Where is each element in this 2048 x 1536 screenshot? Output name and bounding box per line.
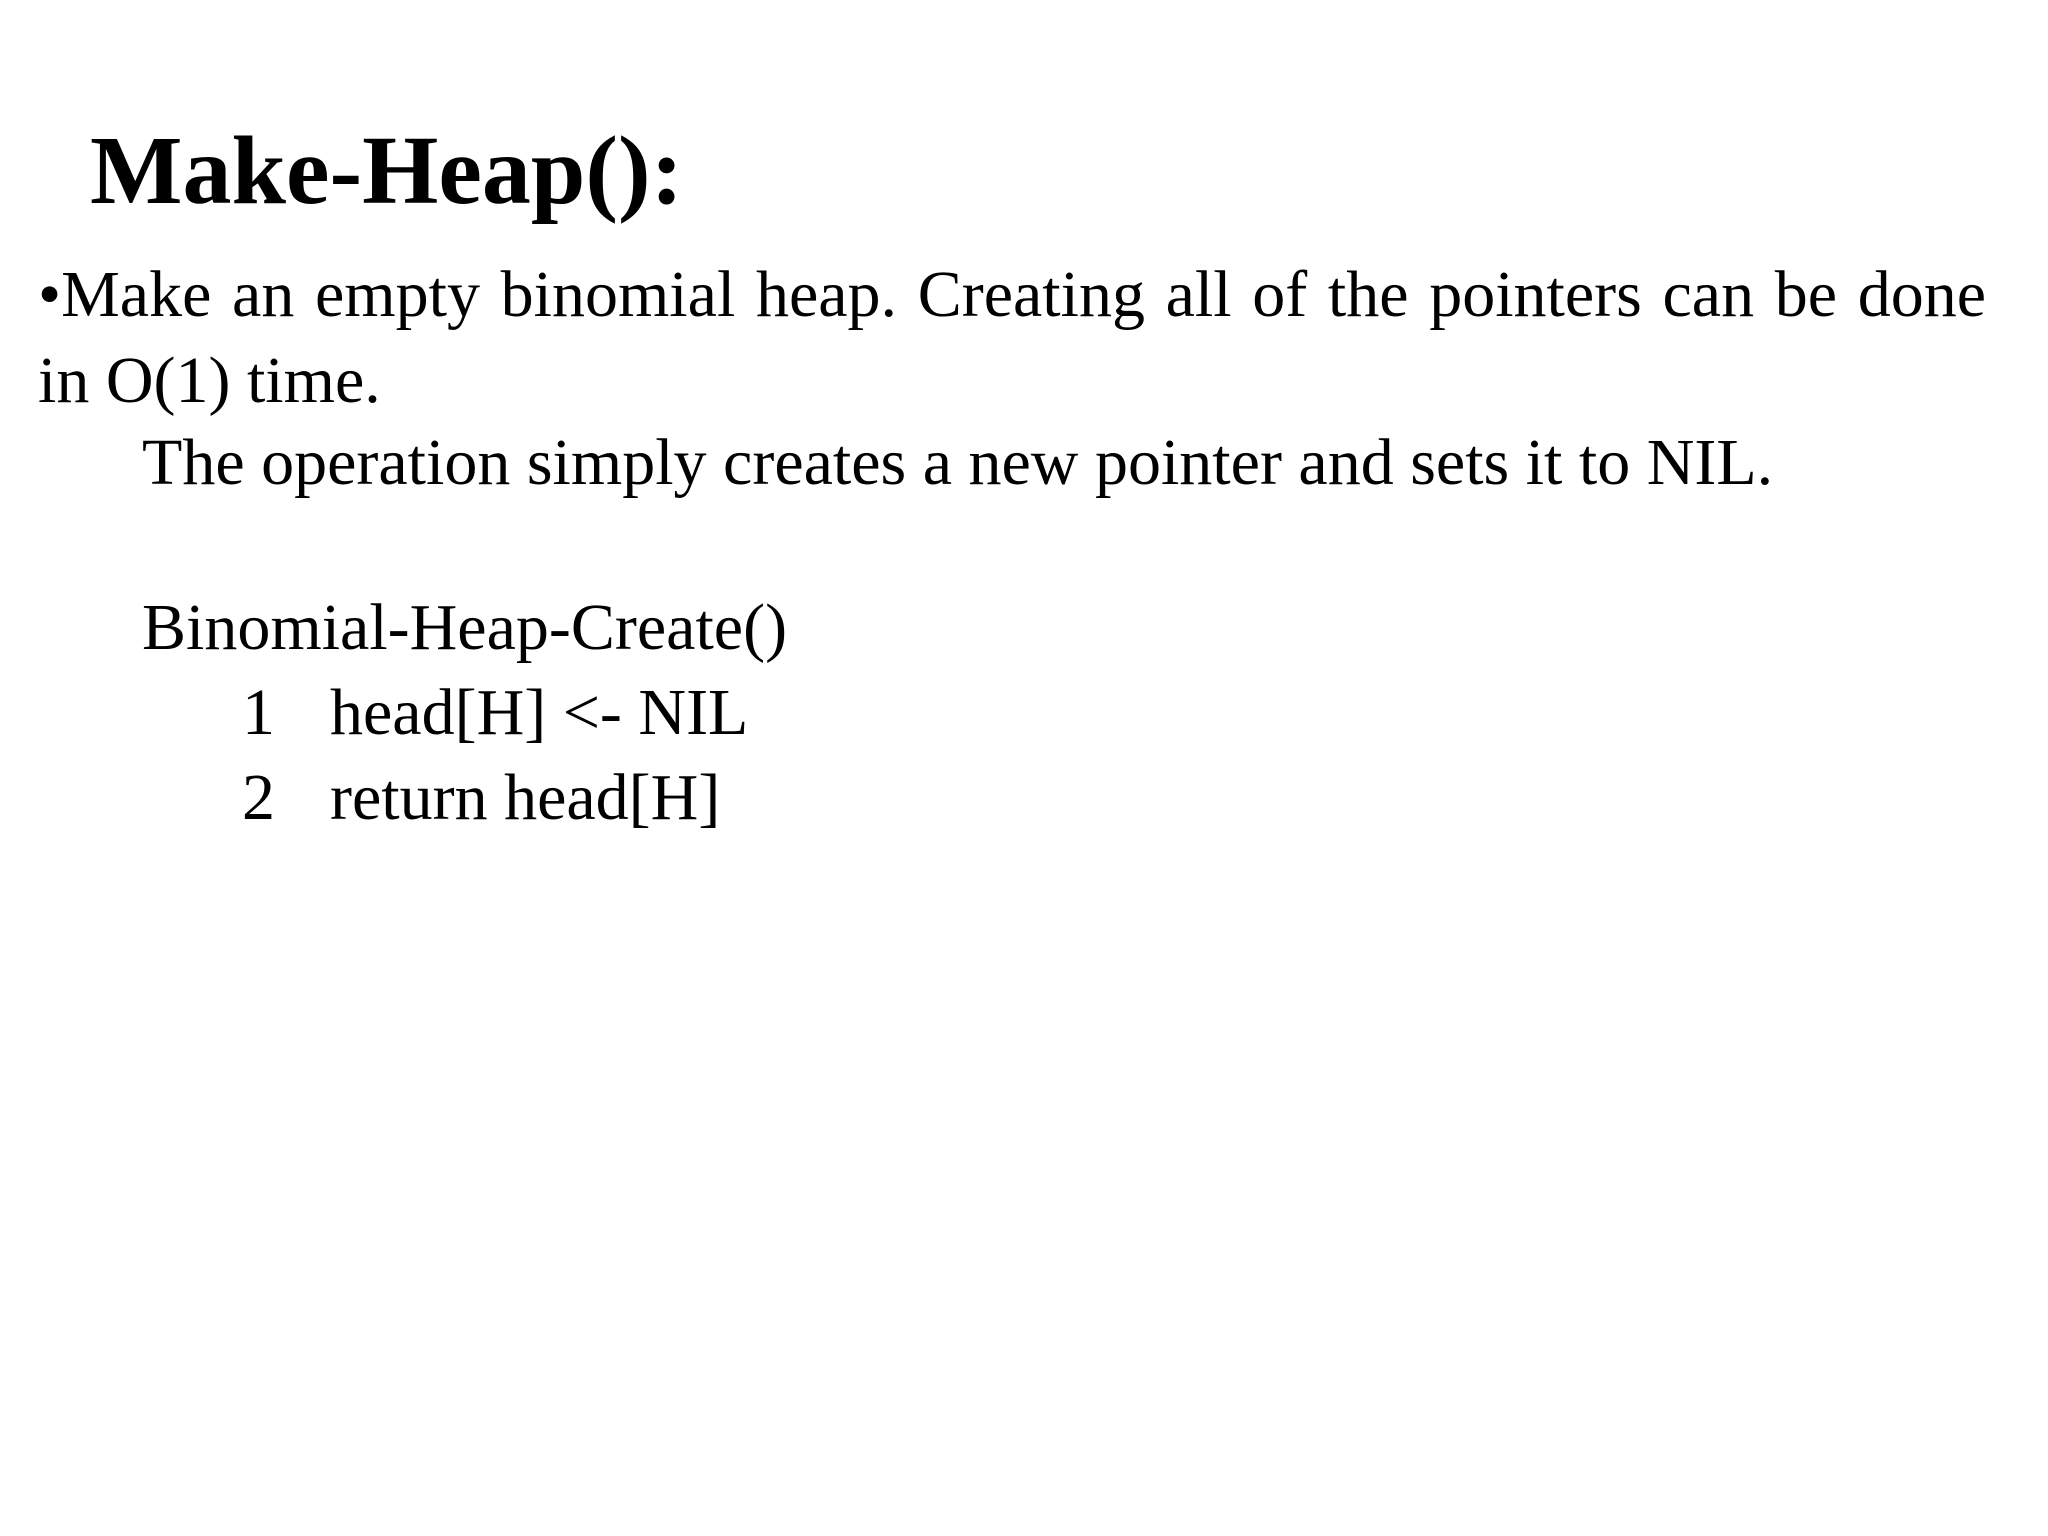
operation-note: The operation simply creates a new pointer and sets it to NIL. (142, 426, 1774, 499)
function-name: Binomial-Heap-Create() (142, 591, 788, 664)
code-line (242, 670, 748, 756)
bullet-paragraph: •Make an empty binomial heap. Creating all of the pointers can be done in O(1) time. (38, 258, 1986, 417)
code-line (242, 755, 720, 841)
code-line-number: 1 (242, 676, 275, 749)
code-line-number: 2 (242, 761, 275, 834)
slide-title: Make-Heap(): (90, 117, 684, 225)
code-line-text: head[H] <- NIL (330, 676, 749, 749)
code-line-text: return head[H] (330, 761, 721, 834)
